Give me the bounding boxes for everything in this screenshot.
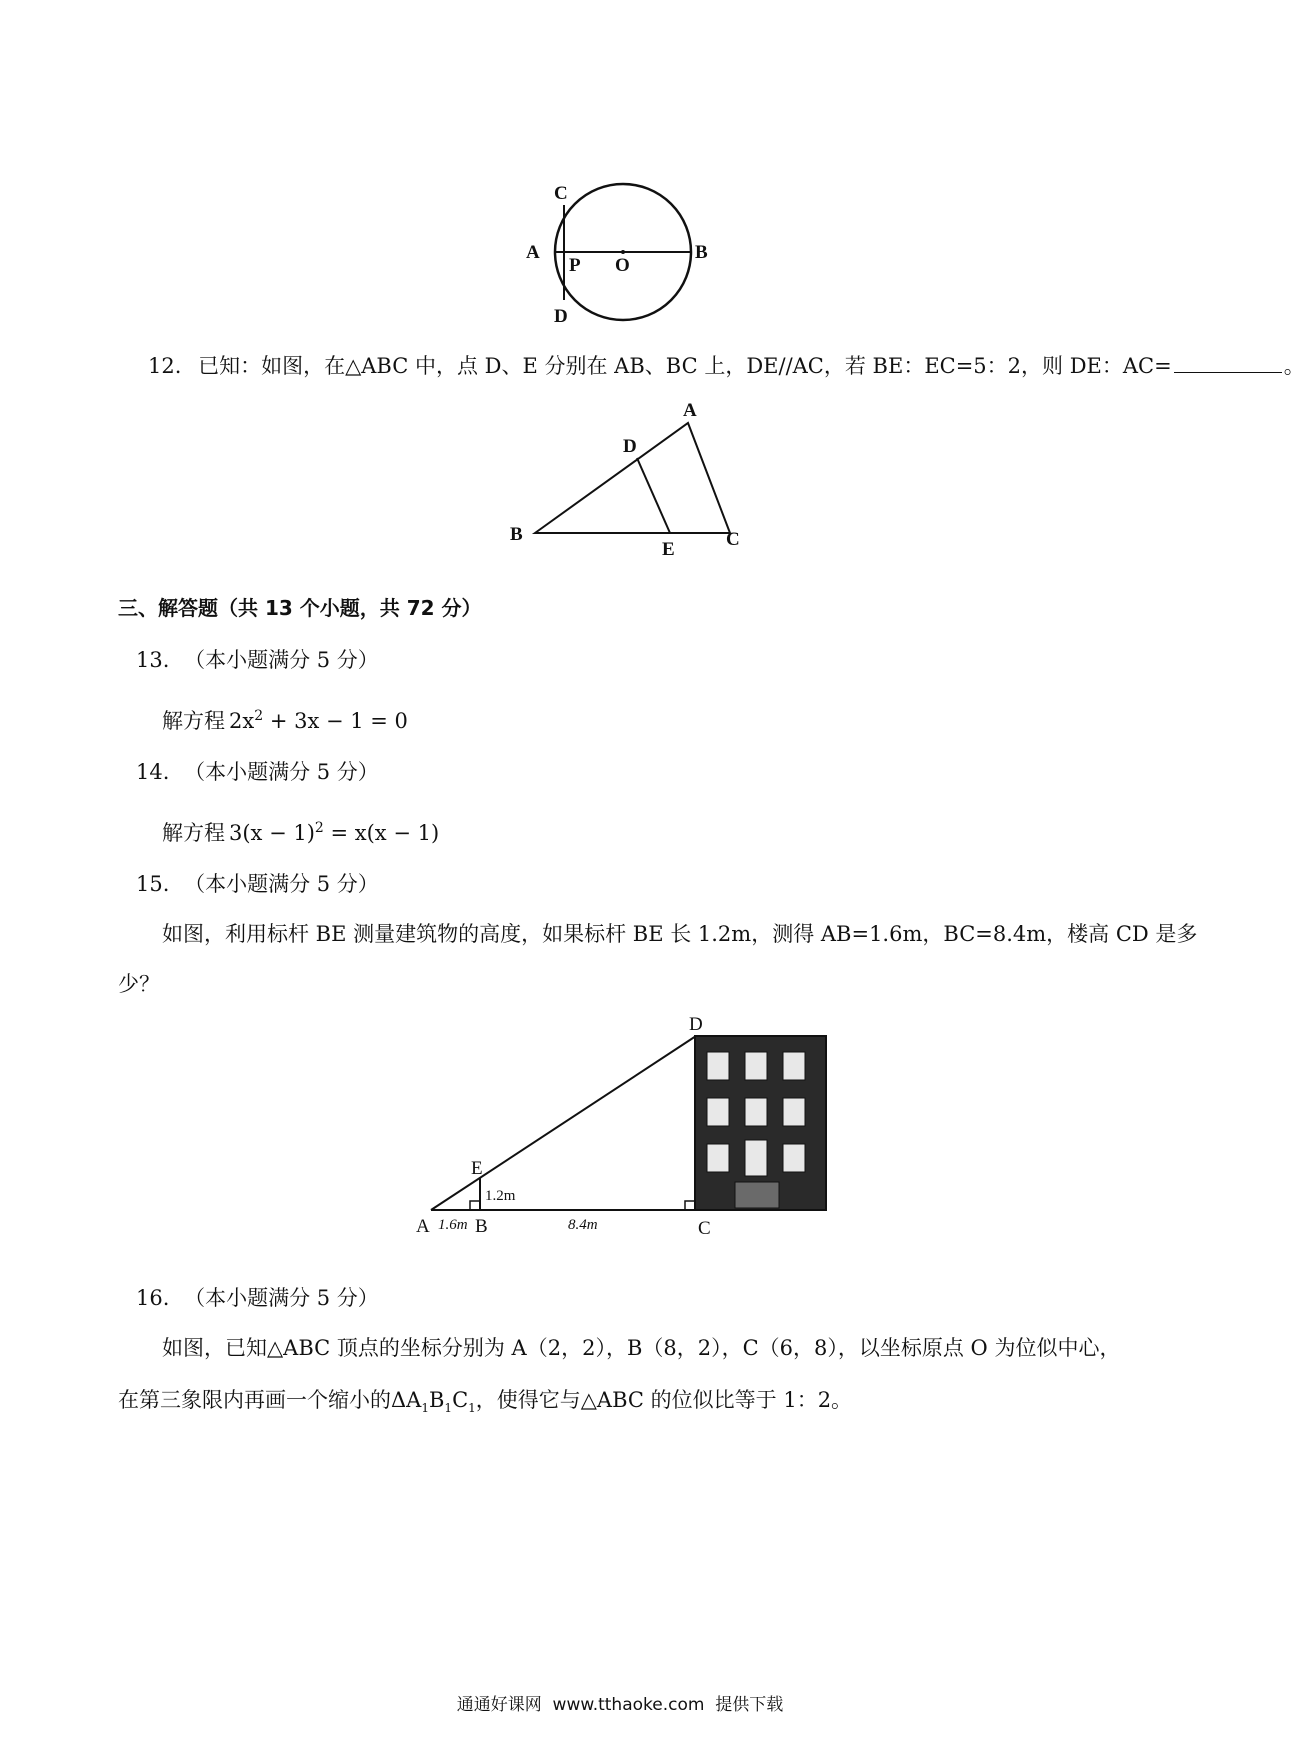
right-angle-b — [470, 1201, 480, 1210]
q15-number: 15. — [136, 872, 170, 896]
label-be-length: 1.2m — [485, 1188, 516, 1204]
building-window — [783, 1144, 805, 1172]
q14-equation — [162, 814, 439, 847]
label-d: D — [554, 306, 568, 327]
q13-eq-main: 2x — [229, 709, 255, 733]
q16-score: （本小题满分 5 分） — [184, 1286, 379, 1310]
q14-eq-rest: = x(x − 1) — [323, 821, 440, 845]
building-steps — [735, 1182, 779, 1208]
label-p: P — [569, 255, 581, 276]
q12-answer-blank[interactable] — [1174, 354, 1282, 373]
label-d: D — [689, 1014, 703, 1035]
tri-c: C — [452, 1388, 469, 1412]
building — [695, 1036, 826, 1210]
q16-line1: 如图，已知△ABC 顶点的坐标分别为 A（2，2），B（8，2），C（6，8），以坐标原点 O 为位似中心， — [162, 1336, 1121, 1360]
q13-eq-exp: 2 — [254, 708, 264, 724]
q13-score: （本小题满分 5 分） — [184, 648, 379, 672]
building-window — [783, 1052, 805, 1080]
q16-line2-post: ，使得它与△ABC 的位似比等于 1：2。 — [475, 1388, 853, 1412]
building-window — [745, 1098, 767, 1126]
q15-line2: 少？ — [118, 972, 160, 996]
q12-text: 已知：如图，在△ABC 中，点 D、E 分别在 AB、BC 上，DE//AC，若 BE：EC=5：2，则 DE：AC= — [198, 354, 1172, 378]
tri-delta: ΔA — [391, 1388, 422, 1412]
sight-line — [431, 1036, 696, 1210]
label-b: B — [475, 1216, 488, 1237]
label-c: C — [554, 183, 568, 204]
q13-equation — [162, 702, 408, 735]
q14-eq-main: 3(x − 1) — [229, 821, 315, 845]
segment-de — [637, 458, 670, 533]
building-window — [707, 1144, 729, 1172]
page-footer: 通通好课网 www.tthaoke.com 提供下载 — [456, 1695, 784, 1715]
q12-text-end: 。 — [1283, 354, 1305, 378]
q15-line1: 如图，利用标杆 BE 测量建筑物的高度，如果标杆 BE 长 1.2m，测得 AB=1.6m，BC=8.4m，楼高 CD 是多 — [162, 922, 1198, 946]
q16-line2 — [118, 1386, 852, 1422]
label-b: B — [510, 524, 523, 545]
label-o: O — [615, 255, 630, 276]
building-window — [745, 1052, 767, 1080]
label-c: C — [698, 1218, 711, 1239]
label-e: E — [471, 1158, 483, 1179]
q12-line — [148, 352, 1305, 380]
q16-triangle — [391, 1388, 476, 1416]
building-door — [745, 1140, 767, 1176]
section-title: 三、解答题（共 13 个小题，共 72 分） — [118, 596, 482, 620]
q13-prefix: 解方程 — [162, 709, 225, 733]
q14-number: 14. — [136, 760, 170, 784]
tri-sub-3: 1 — [468, 1401, 476, 1416]
q13-eq-rest: + 3x − 1 = 0 — [263, 709, 408, 733]
building-figure — [405, 1012, 840, 1240]
label-a: A — [683, 400, 697, 421]
building-window — [707, 1098, 729, 1126]
label-a: A — [526, 242, 540, 263]
label-c: C — [726, 529, 740, 550]
label-ab-length: 1.6m — [438, 1217, 468, 1233]
q16-line2-pre: 在第三象限内再画一个缩小的 — [118, 1388, 391, 1412]
building-window — [707, 1052, 729, 1080]
q14-score: （本小题满分 5 分） — [184, 760, 379, 784]
label-bc-length: 8.4m — [568, 1217, 598, 1233]
label-e: E — [662, 539, 675, 560]
q15-header — [136, 870, 379, 898]
label-a: A — [416, 1216, 430, 1237]
tri-b: B — [428, 1388, 445, 1412]
q14-header — [136, 758, 379, 786]
circle-figure — [520, 185, 720, 335]
q16-header — [136, 1284, 379, 1312]
triangle-figure — [505, 400, 755, 560]
q13-number: 13. — [136, 648, 170, 672]
q14-eq-exp: 2 — [314, 820, 324, 836]
center-point — [621, 250, 625, 254]
q12-number: 12. — [148, 354, 182, 378]
tri-sub-2: 1 — [444, 1401, 453, 1416]
right-angle-c — [685, 1201, 695, 1210]
q13-header — [136, 646, 379, 674]
label-d: D — [623, 436, 637, 457]
q16-number: 16. — [136, 1286, 170, 1310]
building-window — [783, 1098, 805, 1126]
tri-sub-1: 1 — [421, 1401, 429, 1416]
q15-score: （本小题满分 5 分） — [184, 872, 379, 896]
q14-prefix: 解方程 — [162, 821, 225, 845]
label-b: B — [695, 242, 708, 263]
